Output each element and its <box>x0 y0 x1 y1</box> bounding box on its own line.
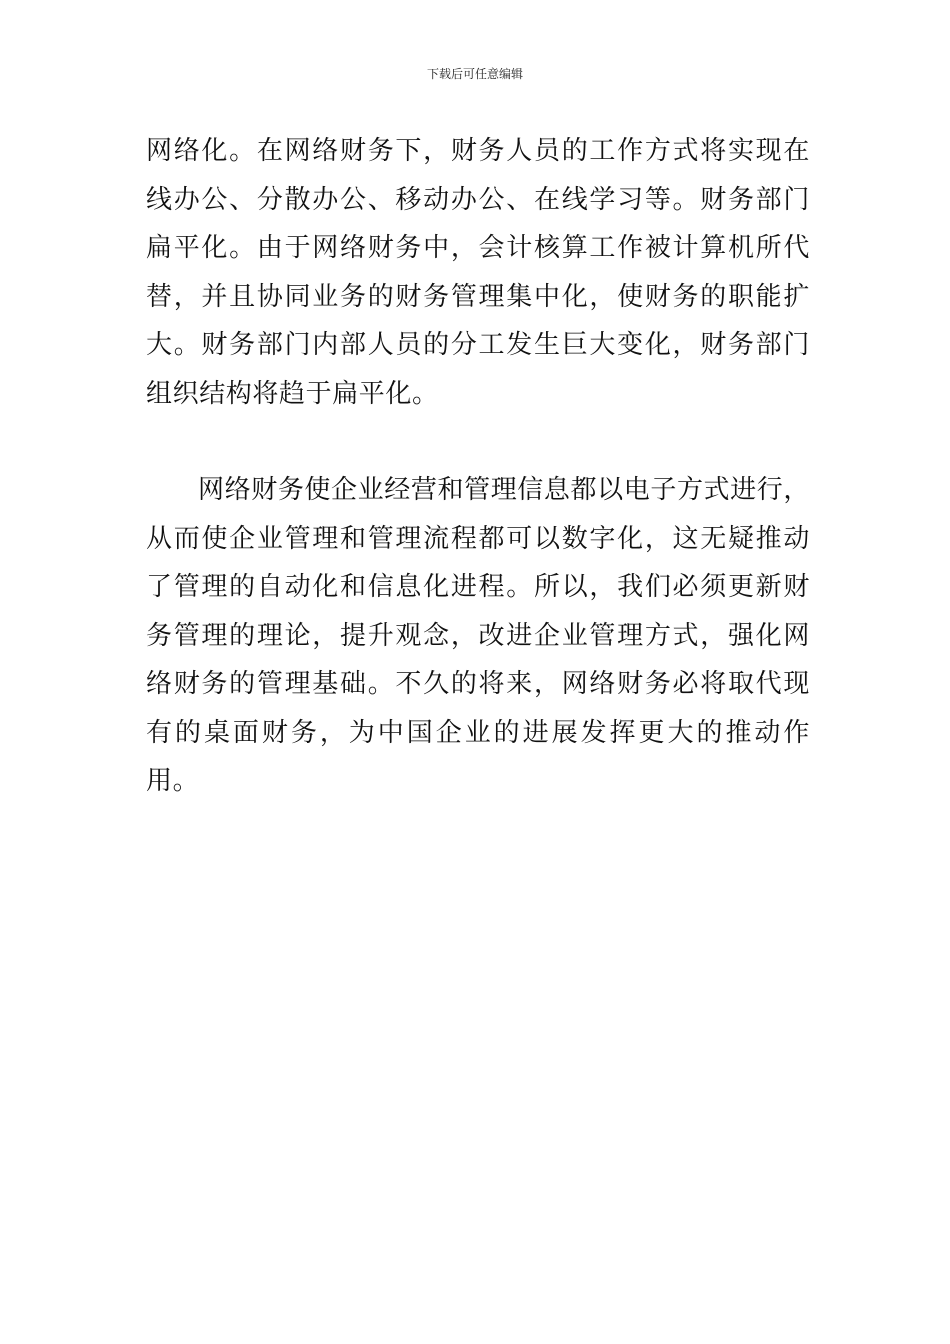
page-header: 下载后可任意编辑 <box>426 67 523 81</box>
paragraph-2: 网络财务使企业经营和管理信息都以电子方式进行，从而使企业管理和管理流程都可以数字化，这无疑推动了管理的自动化和信息化进程。所以，我们必须更新财务管理的理论，提升观念，改进企业管理方式，强化网络财务的管理基础。不久的将来，网络财务必将取代现有的桌面财务，为中国企业的进展发挥更大的推动作用。 <box>146 475 810 796</box>
document-body <box>146 127 810 806</box>
paragraph-1: 网络化。在网络财务下，财务人员的工作方式将实现在线办公、分散办公、移动办公、在线学习等。财务部门扁平化。由于网络财务中，会计核算工作被计算机所代替，并且协同业务的财务管理集中化，使财务的职能扩大。财务部门内部人员的分工发生巨大变化，财务部门组织结构将趋于扁平化。 <box>146 136 810 409</box>
